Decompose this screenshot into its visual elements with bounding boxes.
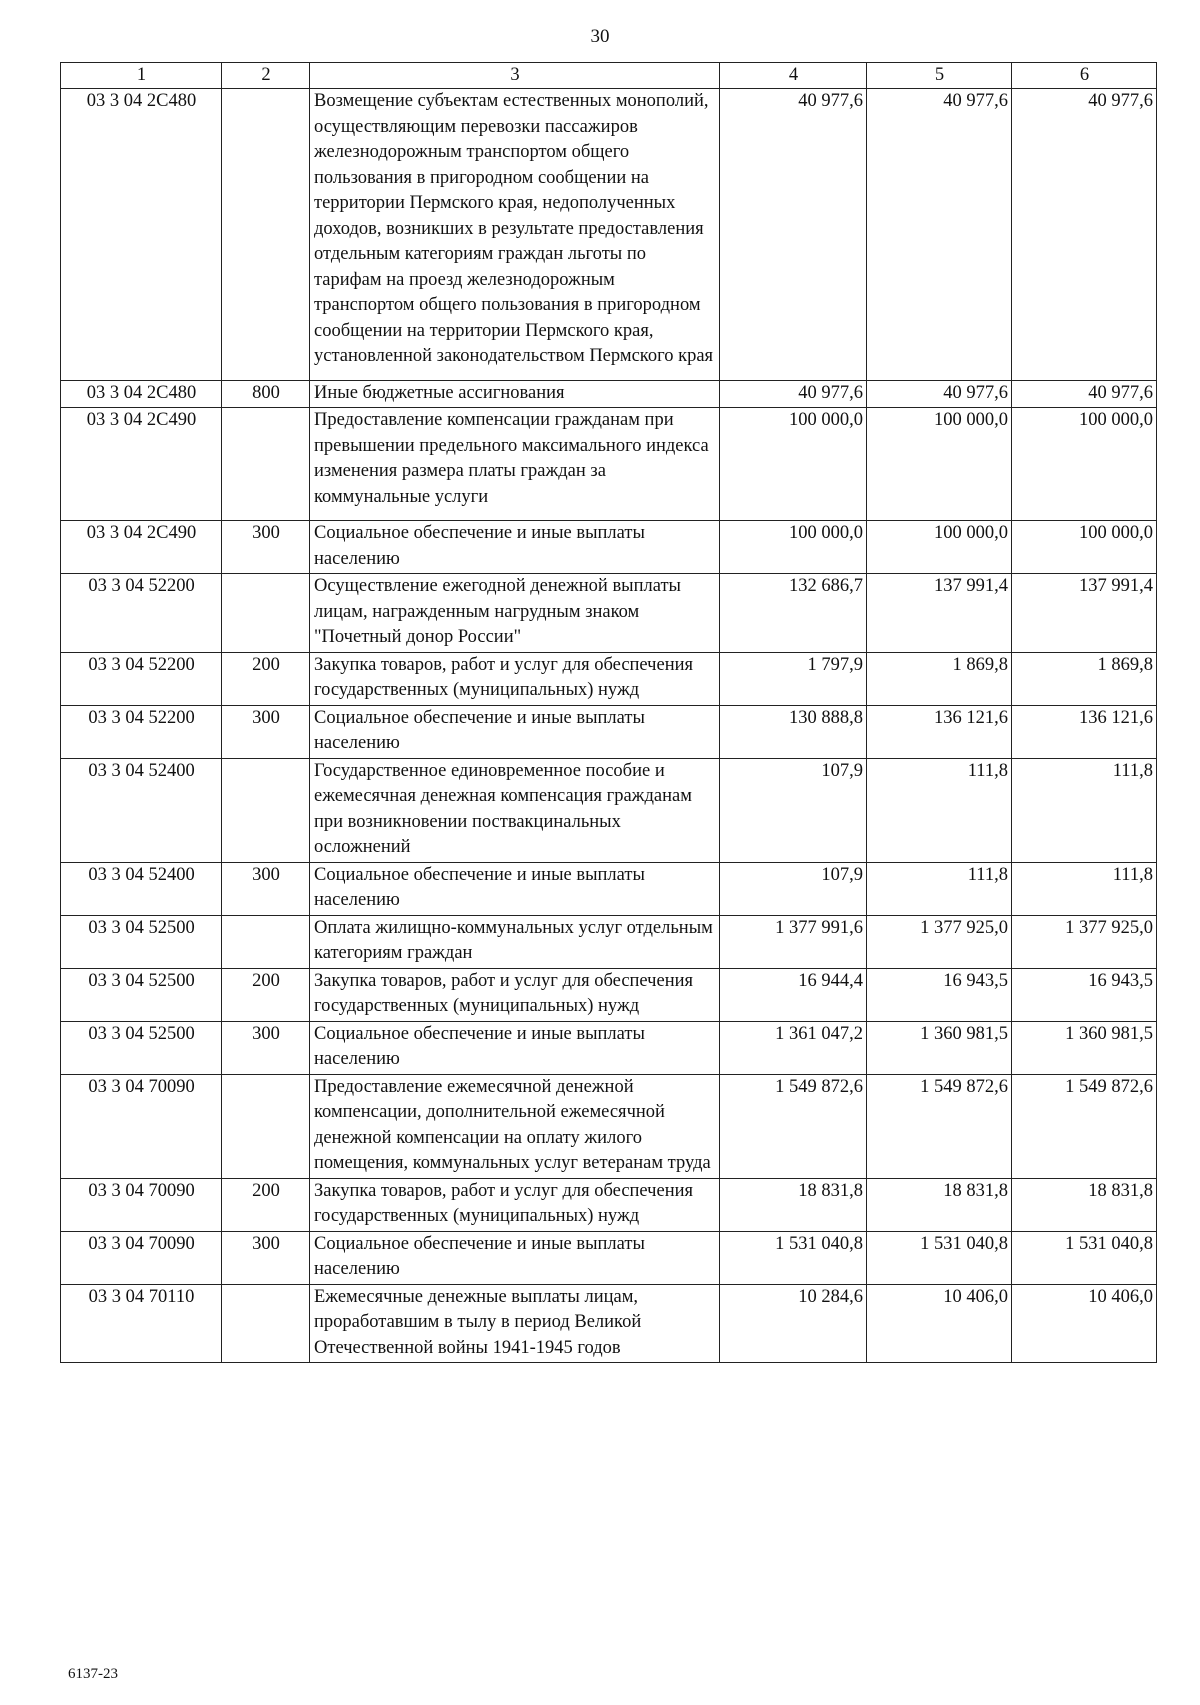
- row-value-col4: 100 000,0: [720, 408, 867, 521]
- table-row: [61, 380, 1157, 408]
- row-description: Возмещение субъектам естественных монополий, осуществляющим перевозки пассажиров железнодорожным транспортом общего пользования в пригородном сообщении на территории Пермского края, недополученных доходов, возникших в результате предоставления отдельным категориям граждан льготы по тарифам на проезд железнодорожным транспортом общего пользования в пригородном сообщении на территории Пермского края, установленной законодательством Пермского края: [310, 89, 720, 381]
- row-expense-type: [222, 574, 310, 653]
- row-code: 03 3 04 52400: [61, 758, 222, 862]
- header-cell-2: 2: [222, 63, 310, 89]
- table-row: [61, 574, 1157, 653]
- table-header: [61, 63, 1157, 89]
- row-value-col5: 40 977,6: [867, 89, 1012, 381]
- header-cell-6: 6: [1012, 63, 1157, 89]
- header-cell-4: 4: [720, 63, 867, 89]
- header-row: [61, 63, 1157, 89]
- page-number: 30: [590, 26, 610, 47]
- row-value-col6: 16 943,5: [1012, 968, 1157, 1021]
- row-value-col5: 137 991,4: [867, 574, 1012, 653]
- row-code: 03 3 04 52400: [61, 862, 222, 915]
- row-expense-type: 200: [222, 1178, 310, 1231]
- row-code: 03 3 04 52500: [61, 915, 222, 968]
- row-description: Ежемесячные денежные выплаты лицам, проработавшим в тылу в период Великой Отечественной войны 1941-1945 годов: [310, 1284, 720, 1363]
- row-value-col4: 40 977,6: [720, 89, 867, 381]
- row-description: Социальное обеспечение и иные выплаты населению: [310, 705, 720, 758]
- row-code: 03 3 04 52500: [61, 1021, 222, 1074]
- row-value-col4: 16 944,4: [720, 968, 867, 1021]
- row-value-col5: 1 360 981,5: [867, 1021, 1012, 1074]
- row-expense-type: [222, 89, 310, 381]
- row-description: Социальное обеспечение и иные выплаты населению: [310, 521, 720, 574]
- row-value-col5: 1 869,8: [867, 652, 1012, 705]
- row-expense-type: [222, 915, 310, 968]
- row-expense-type: [222, 758, 310, 862]
- table-row: [61, 521, 1157, 574]
- table-row: [61, 705, 1157, 758]
- table-body: [61, 89, 1157, 1363]
- row-expense-type: 200: [222, 968, 310, 1021]
- row-value-col6: 1 360 981,5: [1012, 1021, 1157, 1074]
- table-row: [61, 1284, 1157, 1363]
- row-value-col4: 1 377 991,6: [720, 915, 867, 968]
- row-value-col6: 136 121,6: [1012, 705, 1157, 758]
- document-footer-code: 6137-23: [68, 1666, 118, 1682]
- row-value-col4: 10 284,6: [720, 1284, 867, 1363]
- row-code: 03 3 04 52200: [61, 652, 222, 705]
- budget-table: [60, 62, 1157, 1363]
- row-code: 03 3 04 52200: [61, 705, 222, 758]
- row-code: 03 3 04 70090: [61, 1178, 222, 1231]
- table-row: [61, 968, 1157, 1021]
- row-value-col6: 1 377 925,0: [1012, 915, 1157, 968]
- row-expense-type: [222, 1074, 310, 1178]
- row-expense-type: 300: [222, 862, 310, 915]
- row-value-col6: 111,8: [1012, 758, 1157, 862]
- row-description: Социальное обеспечение и иные выплаты населению: [310, 1021, 720, 1074]
- row-description: Социальное обеспечение и иные выплаты населению: [310, 862, 720, 915]
- header-cell-3: 3: [310, 63, 720, 89]
- row-value-col5: 136 121,6: [867, 705, 1012, 758]
- row-description: Оплата жилищно-коммунальных услуг отдельным категориям граждан: [310, 915, 720, 968]
- row-value-col5: 18 831,8: [867, 1178, 1012, 1231]
- row-value-col4: 130 888,8: [720, 705, 867, 758]
- row-value-col6: 100 000,0: [1012, 521, 1157, 574]
- table-row: [61, 1231, 1157, 1284]
- row-value-col4: 40 977,6: [720, 380, 867, 408]
- table-row: [61, 652, 1157, 705]
- row-value-col4: 107,9: [720, 862, 867, 915]
- row-description: Закупка товаров, работ и услуг для обеспечения государственных (муниципальных) нужд: [310, 1178, 720, 1231]
- row-value-col6: 40 977,6: [1012, 89, 1157, 381]
- table-row: [61, 408, 1157, 521]
- row-value-col6: 111,8: [1012, 862, 1157, 915]
- row-description: Закупка товаров, работ и услуг для обеспечения государственных (муниципальных) нужд: [310, 968, 720, 1021]
- row-value-col6: 137 991,4: [1012, 574, 1157, 653]
- row-value-col5: 1 377 925,0: [867, 915, 1012, 968]
- table-row: [61, 1074, 1157, 1178]
- row-code: 03 3 04 70110: [61, 1284, 222, 1363]
- row-value-col6: 1 869,8: [1012, 652, 1157, 705]
- row-code: 03 3 04 70090: [61, 1231, 222, 1284]
- row-value-col4: 1 797,9: [720, 652, 867, 705]
- table-row: [61, 862, 1157, 915]
- row-description: Осуществление ежегодной денежной выплаты лицам, награжденным нагрудным знаком "Почетный донор России": [310, 574, 720, 653]
- row-description: Предоставление ежемесячной денежной компенсации, дополнительной ежемесячной денежной компенсации на оплату жилого помещения, коммунальных услуг ветеранам труда: [310, 1074, 720, 1178]
- row-value-col5: 1 549 872,6: [867, 1074, 1012, 1178]
- row-value-col6: 10 406,0: [1012, 1284, 1157, 1363]
- row-value-col6: 18 831,8: [1012, 1178, 1157, 1231]
- row-value-col6: 100 000,0: [1012, 408, 1157, 521]
- row-value-col5: 16 943,5: [867, 968, 1012, 1021]
- row-value-col6: 1 549 872,6: [1012, 1074, 1157, 1178]
- row-value-col5: 100 000,0: [867, 408, 1012, 521]
- row-value-col4: 1 531 040,8: [720, 1231, 867, 1284]
- row-value-col6: 1 531 040,8: [1012, 1231, 1157, 1284]
- row-value-col6: 40 977,6: [1012, 380, 1157, 408]
- row-value-col4: 132 686,7: [720, 574, 867, 653]
- row-description: Закупка товаров, работ и услуг для обеспечения государственных (муниципальных) нужд: [310, 652, 720, 705]
- row-description: Иные бюджетные ассигнования: [310, 380, 720, 408]
- row-expense-type: 300: [222, 521, 310, 574]
- row-value-col5: 100 000,0: [867, 521, 1012, 574]
- row-value-col4: 1 549 872,6: [720, 1074, 867, 1178]
- row-description: Государственное единовременное пособие и ежемесячная денежная компенсация гражданам при возникновении поствакцинальных осложнений: [310, 758, 720, 862]
- row-value-col5: 111,8: [867, 862, 1012, 915]
- row-code: 03 3 04 2С480: [61, 89, 222, 381]
- table-row: [61, 758, 1157, 862]
- row-expense-type: 300: [222, 1021, 310, 1074]
- row-value-col5: 1 531 040,8: [867, 1231, 1012, 1284]
- row-value-col4: 1 361 047,2: [720, 1021, 867, 1074]
- row-expense-type: 800: [222, 380, 310, 408]
- row-code: 03 3 04 52500: [61, 968, 222, 1021]
- header-cell-5: 5: [867, 63, 1012, 89]
- table-row: [61, 1021, 1157, 1074]
- row-expense-type: 200: [222, 652, 310, 705]
- row-value-col4: 107,9: [720, 758, 867, 862]
- table-row: [61, 89, 1157, 381]
- table-row: [61, 1178, 1157, 1231]
- row-value-col5: 10 406,0: [867, 1284, 1012, 1363]
- row-code: 03 3 04 70090: [61, 1074, 222, 1178]
- row-expense-type: 300: [222, 705, 310, 758]
- header-cell-1: 1: [61, 63, 222, 89]
- row-value-col5: 111,8: [867, 758, 1012, 862]
- row-expense-type: 300: [222, 1231, 310, 1284]
- row-code: 03 3 04 2С480: [61, 380, 222, 408]
- table-row: [61, 915, 1157, 968]
- row-value-col5: 40 977,6: [867, 380, 1012, 408]
- row-description: Социальное обеспечение и иные выплаты населению: [310, 1231, 720, 1284]
- row-value-col4: 18 831,8: [720, 1178, 867, 1231]
- row-code: 03 3 04 2С490: [61, 521, 222, 574]
- row-code: 03 3 04 52200: [61, 574, 222, 653]
- row-expense-type: [222, 408, 310, 521]
- row-code: 03 3 04 2С490: [61, 408, 222, 521]
- row-expense-type: [222, 1284, 310, 1363]
- row-value-col4: 100 000,0: [720, 521, 867, 574]
- row-description: Предоставление компенсации гражданам при превышении предельного максимального индекса изменения размера платы граждан за коммунальные услуги: [310, 408, 720, 521]
